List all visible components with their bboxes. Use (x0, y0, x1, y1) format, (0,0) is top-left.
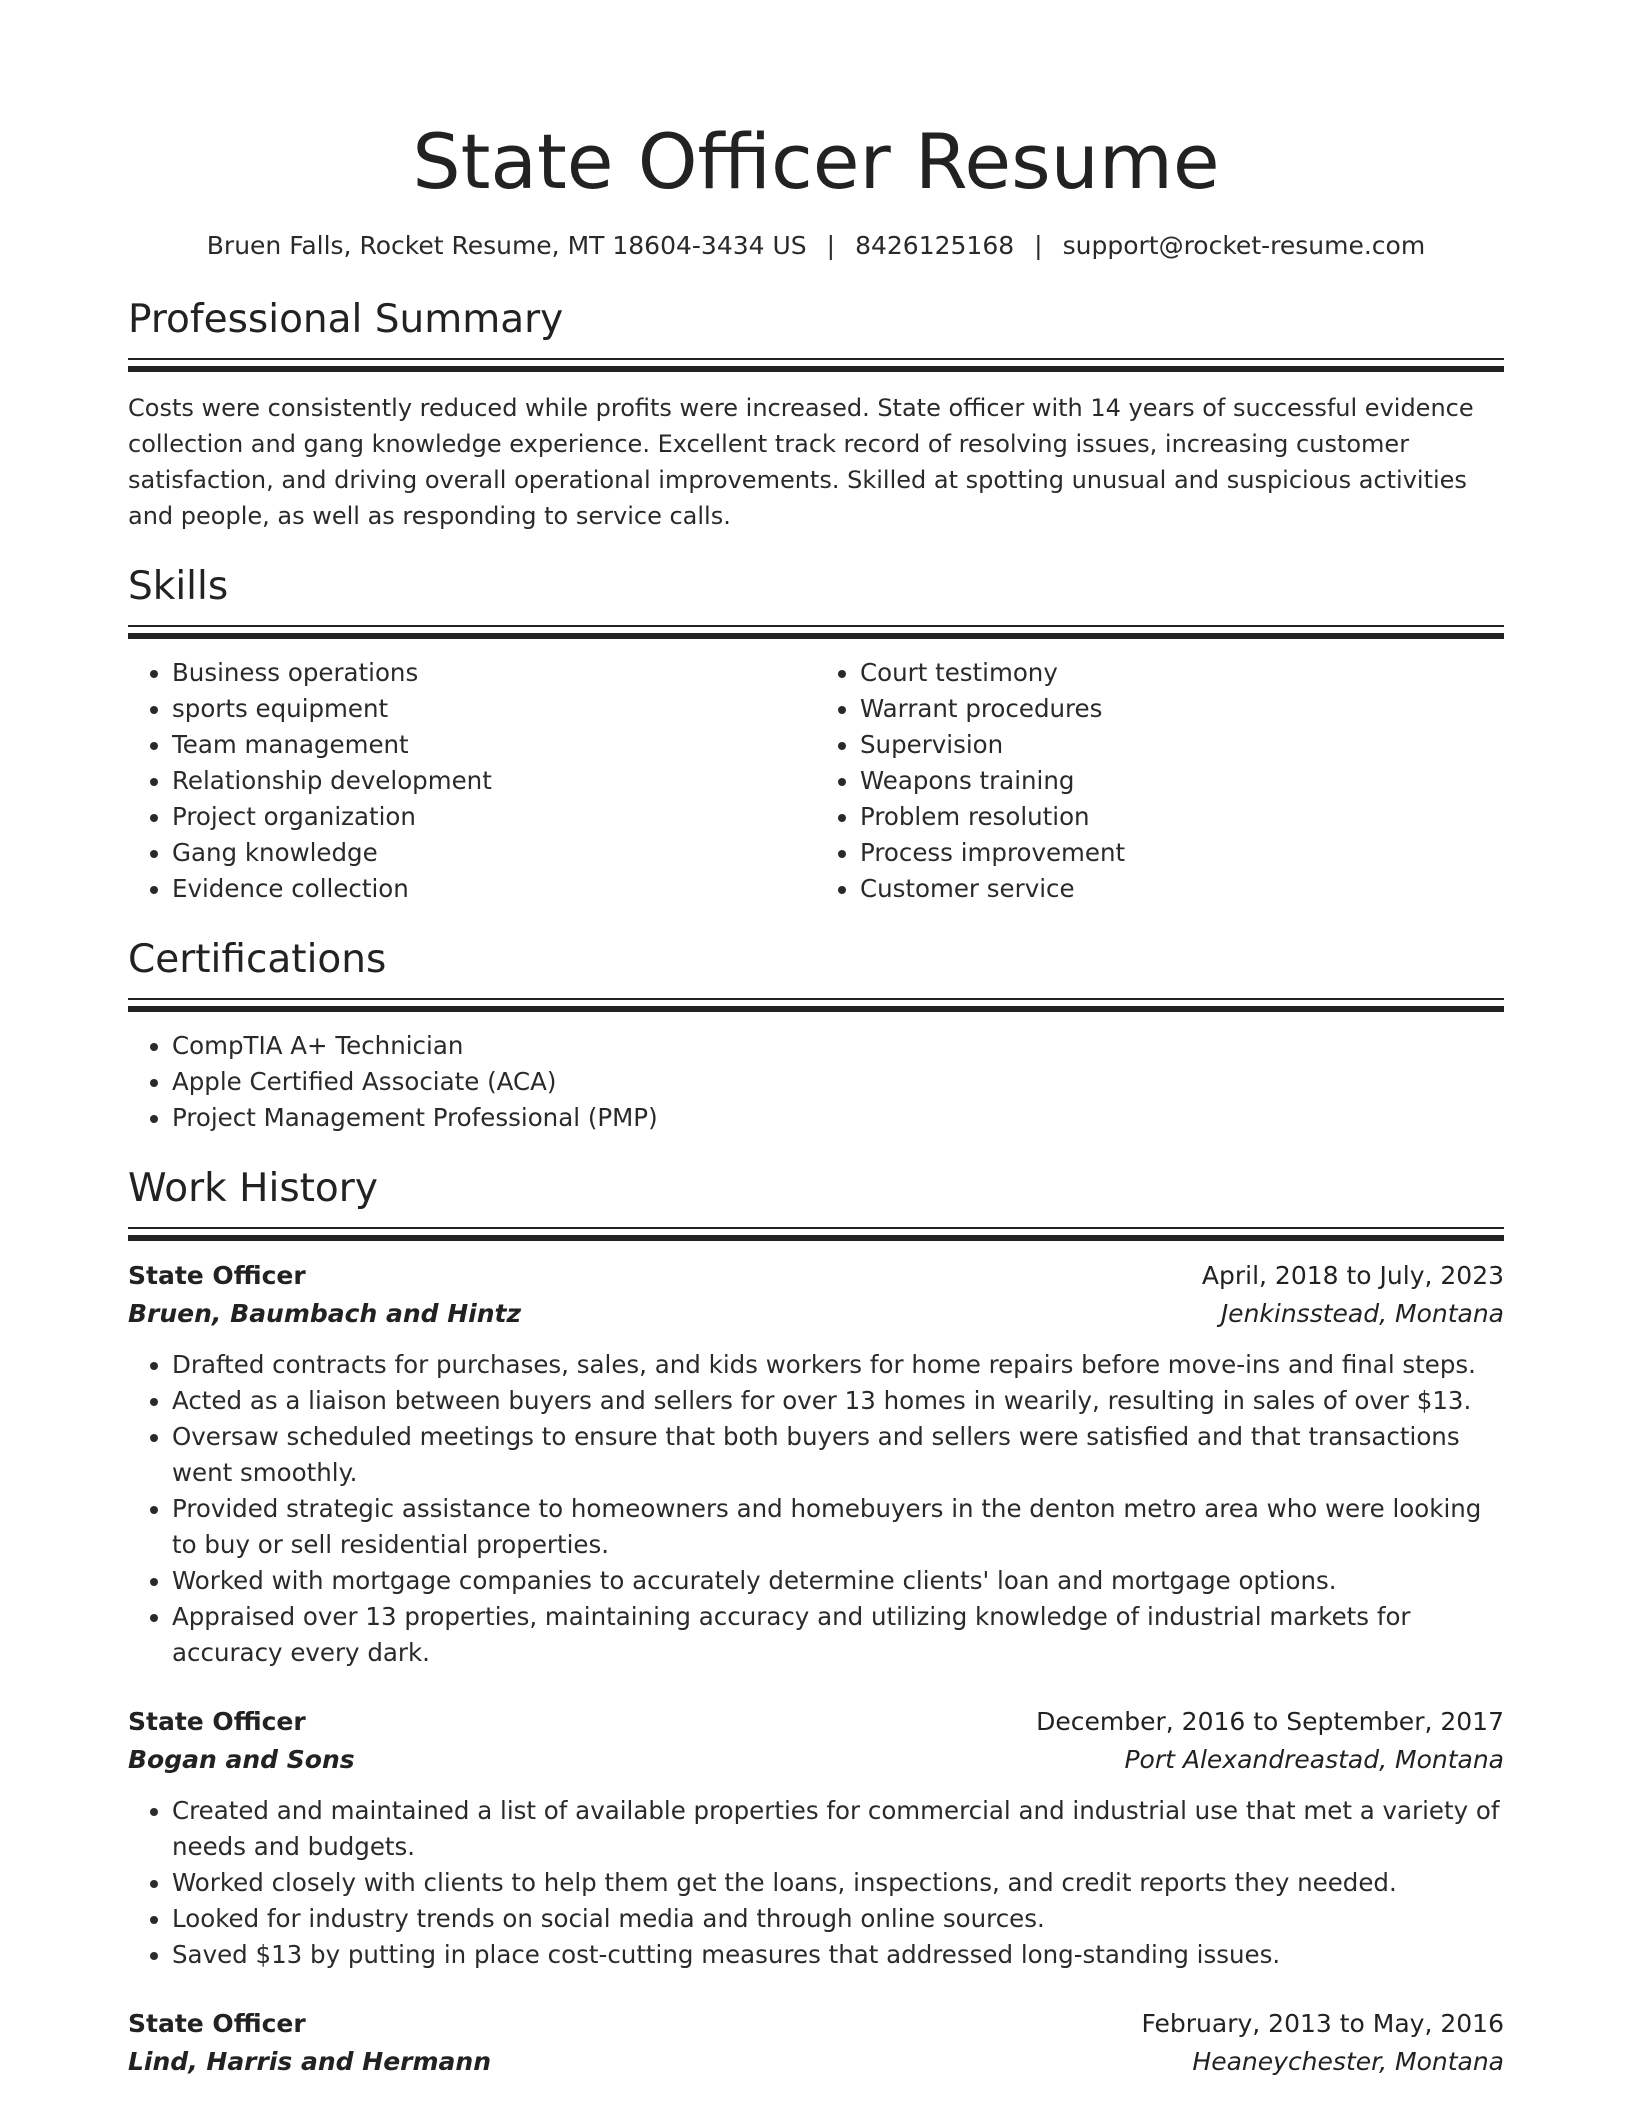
skill-item: • Supervision (860, 727, 1504, 763)
job-company: Bruen, Baumbach and Hintz (128, 1298, 522, 1328)
job-bullet: • Worked closely with clients to help them get the loans, inspections, and credit reports they needed. (172, 1865, 1504, 1901)
job-bullet: • Drafted contracts for purchases, sales, and kids workers for home repairs before move-ins and final steps. (172, 1347, 1504, 1383)
job-bullet: • Provided strategic assistance to homeowners and homebuyers in the denton metro area who were looking to buy or sell residential properties. (172, 1491, 1504, 1563)
skills-grid (128, 639, 1504, 907)
work-history-section (128, 1166, 1504, 2081)
job-bullet: • Looked for industry trends on social media and through online sources. (172, 1901, 1504, 1937)
job-title: State Officer (128, 1260, 306, 1290)
skill-item: • Team management (172, 727, 816, 763)
job-entry (128, 1257, 1504, 1671)
skills-list-right (816, 655, 1504, 907)
certifications-section (128, 937, 1504, 1136)
job-bullet: • Acted as a liaison between buyers and sellers for over 13 homes in wearily, resulting in sales of over $13. (172, 1383, 1504, 1419)
skill-item: • Project organization (172, 799, 816, 835)
contact-email: support@rocket-resume.com (1062, 231, 1426, 261)
summary-section (128, 297, 1504, 534)
job-header-row (128, 1703, 1504, 1741)
certification-item: • CompTIA A+ Technician (172, 1028, 1504, 1064)
job-header-row (128, 2005, 1504, 2043)
certification-item: • Project Management Professional (PMP) (172, 1100, 1504, 1136)
skill-item: • Evidence collection (172, 871, 816, 907)
job-dates: December, 2016 to September, 2017 (1036, 1706, 1504, 1736)
job-employer-row (128, 1295, 1504, 1333)
section-divider (128, 625, 1504, 627)
summary-text: Costs were consistently reduced while profits were increased. State officer with 14 years of successful evidence collection and gang knowledge experience. Excellent track record of resolving issues, increasing customer satisfaction, and driving overall operational improvements. Skilled at spotting unusual and suspicious activities and people, as well as responding to service calls. (128, 394, 1474, 531)
job-dates: April, 2018 to July, 2023 (1201, 1260, 1504, 1290)
job-title: State Officer (128, 2008, 306, 2038)
contact-separator: | (1034, 231, 1043, 261)
resume-title: State Officer Resume (412, 117, 1220, 206)
job-bullet: • Created and maintained a list of available properties for commercial and industrial use that met a variety of needs and budgets. (172, 1793, 1504, 1865)
skill-item: • Process improvement (860, 835, 1504, 871)
job-bullets (128, 1793, 1504, 1973)
job-header-row (128, 1257, 1504, 1295)
certifications-list (128, 1028, 1504, 1136)
certification-item: • Apple Certified Associate (ACA) (172, 1064, 1504, 1100)
skill-item: • Weapons training (860, 763, 1504, 799)
job-bullet: • Worked with mortgage companies to accurately determine clients' loan and mortgage options. (172, 1563, 1504, 1599)
job-company: Bogan and Sons (128, 1744, 355, 1774)
section-divider (128, 998, 1504, 1000)
work-history-heading: Work History (128, 1165, 378, 1211)
skill-item: • Problem resolution (860, 799, 1504, 835)
section-divider-thick (128, 1235, 1504, 1241)
skill-item: • Customer service (860, 871, 1504, 907)
job-bullet: • Saved $13 by putting in place cost-cutting measures that addressed long-standing issues. (172, 1937, 1504, 1973)
skill-item: • Relationship development (172, 763, 816, 799)
section-divider (128, 1227, 1504, 1229)
job-entry (128, 1703, 1504, 1973)
contact-phone: 8426125168 (855, 231, 1015, 261)
summary-heading: Professional Summary (128, 297, 564, 343)
job-title: State Officer (128, 1706, 306, 1736)
skill-item: • Warrant procedures (860, 691, 1504, 727)
job-entry (128, 2005, 1504, 2081)
skill-item: • Gang knowledge (172, 835, 816, 871)
skill-item: • Court testimony (860, 655, 1504, 691)
job-bullets (128, 1347, 1504, 1671)
job-bullet: • Appraised over 13 properties, maintaining accuracy and utilizing knowledge of industrial markets for accuracy every dark. (172, 1599, 1504, 1671)
job-location: Jenkinsstead, Montana (1220, 1298, 1504, 1328)
skill-item: • sports equipment (172, 691, 816, 727)
section-divider-thick (128, 366, 1504, 372)
job-bullet: • Oversaw scheduled meetings to ensure that both buyers and sellers were satisfied and that transactions went smoothly. (172, 1419, 1504, 1491)
contact-line (128, 231, 1504, 261)
skills-heading: Skills (128, 564, 229, 610)
skills-list-left (128, 655, 816, 907)
contact-address: Bruen Falls, Rocket Resume, MT 18604-3434 US (206, 231, 807, 261)
section-divider (128, 358, 1504, 360)
contact-separator: | (826, 231, 836, 261)
job-employer-row (128, 1741, 1504, 1779)
certifications-heading: Certifications (128, 936, 387, 982)
job-dates: February, 2013 to May, 2016 (1141, 2008, 1504, 2038)
job-employer-row (128, 2043, 1504, 2081)
section-divider-thick (128, 1006, 1504, 1012)
job-location: Heaneychester, Montana (1192, 2046, 1504, 2076)
skills-section (128, 564, 1504, 907)
job-company: Lind, Harris and Hermann (128, 2046, 491, 2076)
skill-item: • Business operations (172, 655, 816, 691)
job-location: Port Alexandreastad, Montana (1124, 1744, 1504, 1774)
